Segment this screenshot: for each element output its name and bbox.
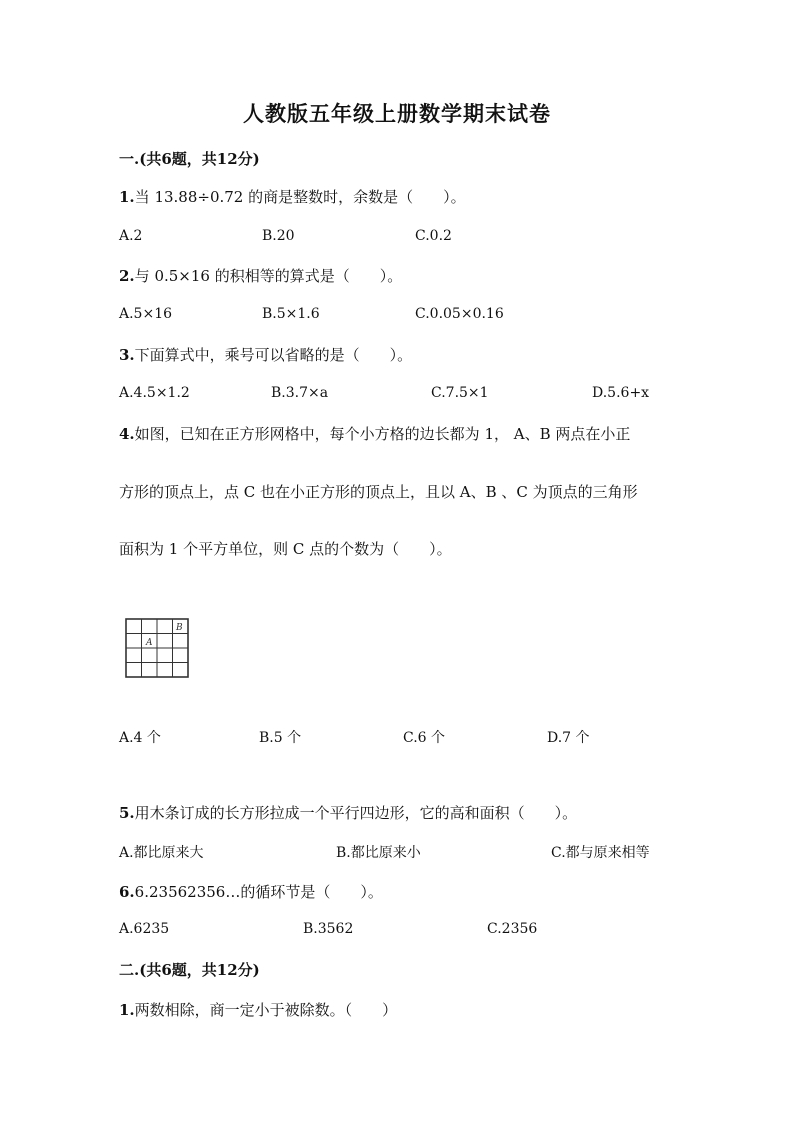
question-1 [119, 186, 466, 207]
q5-option-c: C.都与原来相等 [551, 845, 650, 861]
q1-option-a: A.2 [119, 228, 143, 244]
question-number: 3. [119, 346, 135, 364]
q2-option-a: A.5×16 [119, 306, 173, 322]
question-number: 1. [119, 1001, 135, 1019]
q3-option-b: B.3.7×a [271, 385, 329, 401]
question-number: 5. [119, 804, 135, 822]
question-2 [119, 265, 402, 286]
q1-option-b: B.20 [262, 228, 295, 244]
question-text: 两数相除，商一定小于被除数。（ ） [134, 1001, 398, 1019]
question-text: 下面算式中，乘号可以省略的是（ ）。 [134, 346, 413, 364]
question-number: 2. [119, 267, 135, 285]
q1-option-c: C.0.2 [415, 228, 452, 244]
question-4-line-3: 面积为 1 个平方单位，则 C 点的个数为（ ）。 [119, 540, 452, 558]
section-heading-2: 二.(共6题，共12分) [119, 961, 260, 979]
q4-option-b: B.5 个 [259, 730, 302, 746]
page-title: 人教版五年级上册数学期末试卷 [243, 101, 551, 126]
q5-option-a: A.都比原来大 [119, 845, 204, 861]
point-b-label: B [176, 623, 183, 633]
question-text: 用木条订成的长方形拉成一个平行四边形，它的高和面积（ ）。 [134, 804, 578, 822]
point-a-label: A [146, 638, 153, 648]
question-4-line-2: 方形的顶点上，点 C 也在小正方形的顶点上，且以 A、B 、C 为顶点的三角形 [119, 483, 638, 501]
q5-option-b: B.都比原来小 [336, 845, 421, 861]
q6-option-b: B.3562 [303, 921, 354, 937]
question-text: 当 13.88÷0.72 的商是整数时，余数是（ ）。 [134, 188, 466, 206]
q4-option-a: A.4 个 [119, 730, 161, 746]
question-4-line-1 [119, 423, 630, 444]
question-text: 6.23562356…的循环节是（ ）。 [134, 883, 383, 901]
question-number: 1. [119, 188, 135, 206]
question-5 [119, 802, 577, 823]
question-2-1 [119, 999, 397, 1020]
question-6 [119, 881, 383, 902]
q3-option-a: A.4.5×1.2 [119, 385, 190, 401]
q3-option-d: D.5.6+x [592, 385, 650, 401]
question-number: 4. [119, 425, 135, 443]
question-text: 如图，已知在正方形网格中，每个小方格的边长都为 1， A、B 两点在小正 [134, 425, 631, 443]
q6-option-c: C.2356 [487, 921, 538, 937]
q2-option-c: C.0.05×0.16 [415, 306, 504, 322]
section-heading-1: 一.(共6题，共12分) [119, 150, 260, 168]
q6-option-a: A.6235 [119, 921, 170, 937]
q2-option-b: B.5×1.6 [262, 306, 320, 322]
question-number: 6. [119, 883, 135, 901]
question-3 [119, 344, 412, 365]
square-grid-figure [125, 618, 191, 680]
q3-option-c: C.7.5×1 [431, 385, 489, 401]
question-text: 与 0.5×16 的积相等的算式是（ ）。 [134, 267, 403, 285]
q4-option-d: D.7 个 [547, 730, 590, 746]
q4-option-c: C.6 个 [403, 730, 446, 746]
